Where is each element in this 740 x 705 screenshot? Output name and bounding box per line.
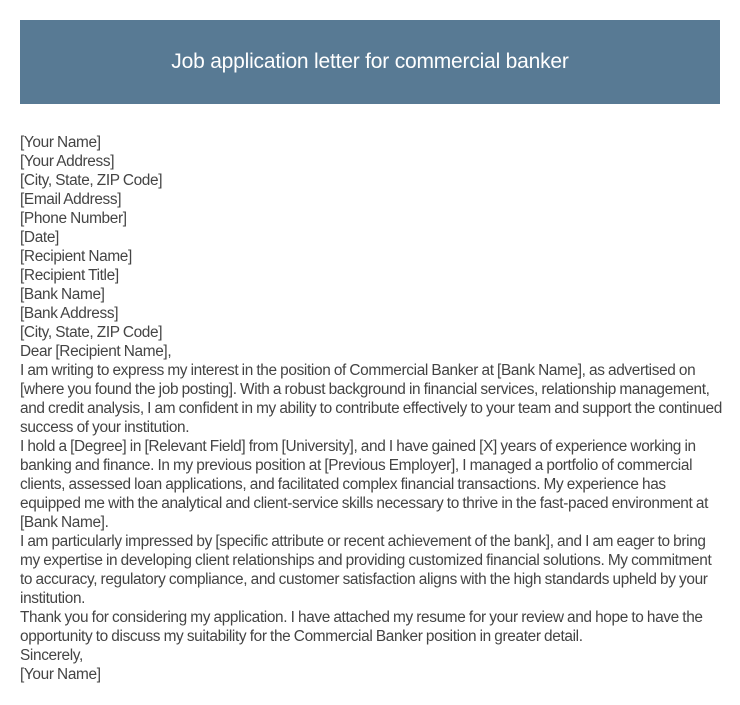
paragraph-thanks: Thank you for considering my application. I have attached my resume for your review and hope to have the opportunity to discuss my suitability for the Commercial Banker position in greater detail. <box>20 609 703 645</box>
page-title: Job application letter for commercial banker <box>171 50 569 73</box>
sender-name: [Your Name] <box>20 134 101 151</box>
sender-city-state-zip: [City, State, ZIP Code] <box>20 172 163 189</box>
page-header <box>20 20 720 104</box>
sender-phone: [Phone Number] <box>20 210 127 227</box>
paragraph-experience: I hold a [Degree] in [Relevant Field] from [University], and I have gained [X] years of experience working in banking and finance. In my previous position at [Previous Employer], I managed a portfolio of commercial clients, assessed loan applications, and facilitated complex financial transactions. My experience has equipped me with the analytical and client-service skills necessary to thrive in the fast-paced environment at [Bank Name]. <box>20 438 708 531</box>
recipient-name: [Recipient Name] <box>20 248 132 265</box>
bank-city-state-zip: [City, State, ZIP Code] <box>20 324 163 341</box>
sender-address: [Your Address] <box>20 153 115 170</box>
bank-address: [Bank Address] <box>20 305 119 322</box>
letter-body <box>20 133 725 684</box>
salutation: Dear [Recipient Name], <box>20 343 172 360</box>
letter-date: [Date] <box>20 229 59 246</box>
paragraph-motivation: I am particularly impressed by [specific attribute or recent achievement of the bank], and I am eager to bring my expertise in developing client relationships and providing customized financial solutions. My commitment to accuracy, regulatory compliance, and customer satisfaction aligns with the high standards upheld by your institution. <box>20 533 712 607</box>
paragraph-intro: I am writing to express my interest in the position of Commercial Banker at [Bank Name], as advertised on [where you found the job posting]. With a robust background in financial services, relationship management, and credit analysis, I am confident in my ability to contribute effectively to your team and support the continued success of your institution. <box>20 362 722 436</box>
bank-name: [Bank Name] <box>20 286 105 303</box>
recipient-title: [Recipient Title] <box>20 267 119 284</box>
signature: [Your Name] <box>20 666 101 683</box>
sender-email: [Email Address] <box>20 191 122 208</box>
closing: Sincerely, <box>20 647 83 664</box>
